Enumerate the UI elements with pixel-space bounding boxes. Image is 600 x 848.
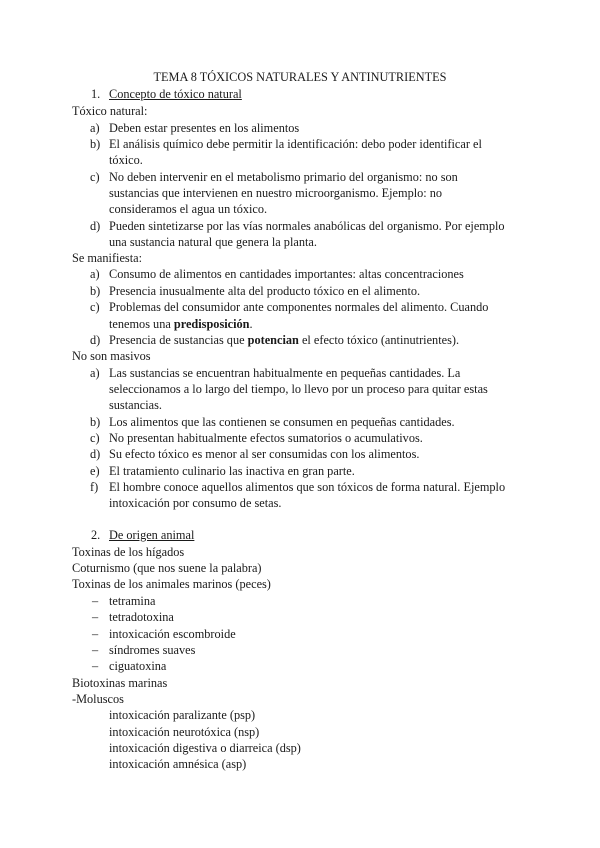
se-manifiesta-label: Se manifiesta: xyxy=(72,251,143,265)
list-item-text: Deben estar presentes en los alimentos xyxy=(109,121,300,135)
list-item-text: tóxico. xyxy=(109,153,143,167)
list-item-text: tetramina xyxy=(109,594,156,608)
list-item-text: Problemas del consumidor ante componentes normales del alimento. Cuando xyxy=(109,300,489,314)
list-item-text: tetradotoxina xyxy=(109,610,174,624)
list-marker: d) xyxy=(90,447,101,461)
list-item-text: Consumo de alimentos en cantidades importantes: altas concentraciones xyxy=(109,267,464,281)
list-marker: b) xyxy=(90,415,101,429)
list-marker: b) xyxy=(90,284,101,298)
list-item-text: ciguatoxina xyxy=(109,659,167,673)
text-line: Coturnismo (que nos suene la palabra) xyxy=(72,561,262,575)
text-run: Presencia de sustancias que xyxy=(109,333,248,347)
biotoxinas-label: Biotoxinas marinas xyxy=(72,676,168,690)
list-marker: d) xyxy=(90,333,101,347)
text-run: tenemos una xyxy=(109,317,174,331)
text-line: Toxinas de los animales marinos (peces) xyxy=(72,577,271,591)
text-run: el efecto tóxico (antinutrientes). xyxy=(298,333,460,347)
section-2-heading: De origen animal xyxy=(109,528,195,542)
list-item-text: sustancias que intervienen en nuestro microorganismo. Ejemplo: no xyxy=(109,186,443,200)
list-item-text: Pueden sintetizarse por las vías normales anabólicas del organismo. Por ejemplo xyxy=(109,219,505,233)
moluscos-label: -Moluscos xyxy=(72,692,124,706)
bold-term-potencian: potencian xyxy=(247,333,299,347)
list-item-text: El tratamiento culinario las inactiva en gran parte. xyxy=(109,464,355,478)
list-item-text: El hombre conoce aquellos alimentos que son tóxicos de forma natural. Ejemplo xyxy=(109,480,506,494)
list-item-text: No presentan habitualmente efectos sumatorios o acumulativos. xyxy=(109,431,423,445)
list-item-text: síndromes suaves xyxy=(109,643,196,657)
list-marker: a) xyxy=(90,366,100,380)
bold-term-predisposicion: predisposición xyxy=(173,317,250,331)
dash-marker: – xyxy=(92,610,99,624)
list-item-text: intoxicación por consumo de setas. xyxy=(109,496,282,510)
list-marker: c) xyxy=(90,431,100,445)
dash-marker: – xyxy=(92,659,99,673)
toxico-natural-label: Tóxico natural: xyxy=(72,104,148,118)
list-item-text: Las sustancias se encuentran habitualmente en pequeñas cantidades. La xyxy=(109,366,461,380)
list-marker: a) xyxy=(90,267,100,281)
list-item-text: intoxicación neurotóxica (nsp) xyxy=(109,725,260,739)
list-marker: d) xyxy=(90,219,101,233)
list-item-text: una sustancia natural que genera la planta. xyxy=(109,235,317,249)
list-item-text xyxy=(109,332,459,348)
list-item-text: consideramos el agua un tóxico. xyxy=(109,202,268,216)
list-item-text: seleccionamos a lo largo del tiempo, lo llevo por un proceso para quitar estas xyxy=(109,382,488,396)
list-marker: e) xyxy=(90,464,100,478)
list-marker: b) xyxy=(90,137,101,151)
list-item-text: El análisis químico debe permitir la identificación: debo poder identificar el xyxy=(109,137,482,151)
list-marker: a) xyxy=(90,121,100,135)
list-item-text: Los alimentos que las contienen se consumen en pequeñas cantidades. xyxy=(109,415,455,429)
list-item-text: intoxicación paralizante (psp) xyxy=(109,708,256,722)
list-marker: c) xyxy=(90,170,100,184)
section-2-number: 2. xyxy=(91,528,101,542)
dash-marker: – xyxy=(92,594,99,608)
list-item-text: Presencia inusualmente alta del producto tóxico en el alimento. xyxy=(109,284,421,298)
list-item-text: sustancias. xyxy=(109,398,162,412)
section-1-heading: Concepto de tóxico natural xyxy=(109,87,242,101)
document-title: TEMA 8 TÓXICOS NATURALES Y ANTINUTRIENTES xyxy=(153,70,447,84)
list-item-text: intoxicación amnésica (asp) xyxy=(109,757,247,771)
list-marker: f) xyxy=(90,480,99,494)
section-1-number: 1. xyxy=(91,87,101,101)
no-son-masivos-label: No son masivos xyxy=(72,349,151,363)
list-item-text: intoxicación digestiva o diarreica (dsp) xyxy=(109,741,301,755)
text-run: . xyxy=(249,317,253,331)
dash-marker: – xyxy=(92,643,99,657)
list-item-text: intoxicación escombroide xyxy=(109,627,236,641)
text-line: Toxinas de los hígados xyxy=(72,545,185,559)
dash-marker: – xyxy=(92,627,99,641)
list-item-text: Su efecto tóxico es menor al ser consumidas con los alimentos. xyxy=(109,447,420,461)
list-item-text: No deben intervenir en el metabolismo primario del organismo: no son xyxy=(109,170,458,184)
list-marker: c) xyxy=(90,300,100,314)
list-item-text xyxy=(109,316,253,332)
